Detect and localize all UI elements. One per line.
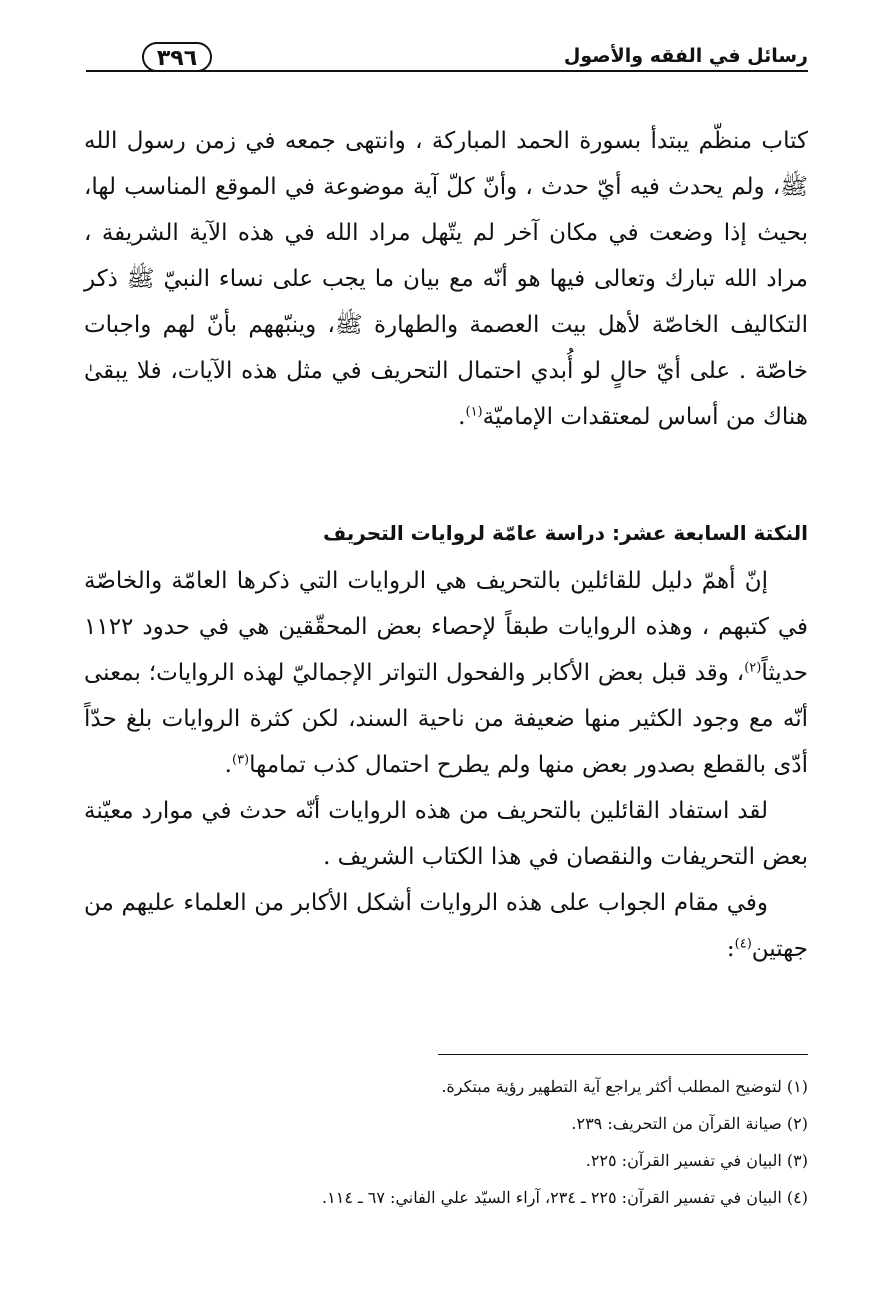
paragraph-2-end: . (224, 752, 232, 778)
footnote-4: (٤) البيان في تفسير القرآن: ٢٢٥ ـ ٢٣٤، آراء السيّد علي الفاني: ٦٧ ـ ١١٤. (322, 1188, 808, 1207)
footnote-ref-4[interactable]: (٤) (734, 936, 752, 952)
section-heading: النكتة السابعة عشر: دراسة عامّة لروايات التحريف (322, 521, 808, 545)
paragraph-4-text: وفي مقام الجواب على هذه الروايات أشكل الأكابر من العلماء عليهم من جهتين (84, 890, 808, 962)
footnotes-list (84, 1068, 808, 1216)
paragraph-1-end: . (458, 404, 466, 430)
paragraph-1 (84, 118, 808, 440)
footnote-2: (٢) صيانة القرآن من التحريف: ٢٣٩. (571, 1114, 808, 1133)
footnote-3: (٣) البيان في تفسير القرآن: ٢٢٥. (585, 1151, 808, 1170)
main-text (84, 118, 808, 972)
paragraph-4-end: : (726, 936, 735, 962)
page-number: ٣٩٦ (142, 42, 212, 72)
footnote-1: (١) لتوضيح المطلب أكثر يراجع آية التطهير رؤية مبتكرة. (441, 1077, 808, 1096)
paragraph-1-text: كتاب منظّم يبتدأ بسورة الحمد المباركة ، وانتهى جمعه في زمن رسول الله ﷺ، ولم يحدث فيه أيّ حدث ، وأنّ كلّ آية موضوعة في الموقع المناسب لها، بحيث إذا وضعت في مكان آخر لم يتّهل مراد الله في هذه الآية الشريفة ، مراد الله تبارك وتعالى فيها هو أنّه مع بيان ما يجب على نساء النبيّ ﷺ ذكر التكاليف الخاصّة لأهل بيت العصمة والطهارة ﷺ، وينبّههم بأنّ لهم واجبات خاصّة . على أيّ حالٍ لو أُبدي احتمال التحريف في مثل هذه الآيات، فلا يبقىٰ هناك من أساس لمعتقدات الإماميّة (84, 128, 808, 430)
running-title: رسائل في الفقه والأصول (556, 42, 808, 70)
page-header (86, 40, 808, 80)
paragraph-2-text-a: إنّ أهمّ دليل للقائلين بالتحريف هي الروايات التي ذكرها العامّة والخاصّة في كتبهم ، وهذه الروايات طبقاً لإحصاء بعض المحقّقين هي في حدود ١١٢٢ حديثاً (84, 568, 808, 686)
footnote-separator (438, 1054, 808, 1055)
footnote-ref-3[interactable]: (٣) (231, 752, 250, 768)
paragraph-4 (84, 880, 808, 972)
paragraph-2-text-b: ، وقد قبل بعض الأكابر والفحول التواتر الإجماليّ لهذه الروايات؛ بمعنى أنّه مع وجود الكثير منها ضعيفة من ناحية السند، لكن كثرة الروايات بلغ حدّاً أدّى بالقطع بصدور بعض منها ولم يطرح احتمال كذب تمامها (84, 660, 808, 778)
footnote-ref-1[interactable]: (١) (465, 404, 483, 420)
paragraph-2 (84, 558, 808, 788)
paragraph-3: لقد استفاد القائلين بالتحريف من هذه الروايات أنّه حدث في موارد معيّنة بعض التحريفات والنقصان في هذا الكتاب الشريف . (84, 798, 808, 870)
footnote-ref-2[interactable]: (٢) (744, 660, 762, 676)
